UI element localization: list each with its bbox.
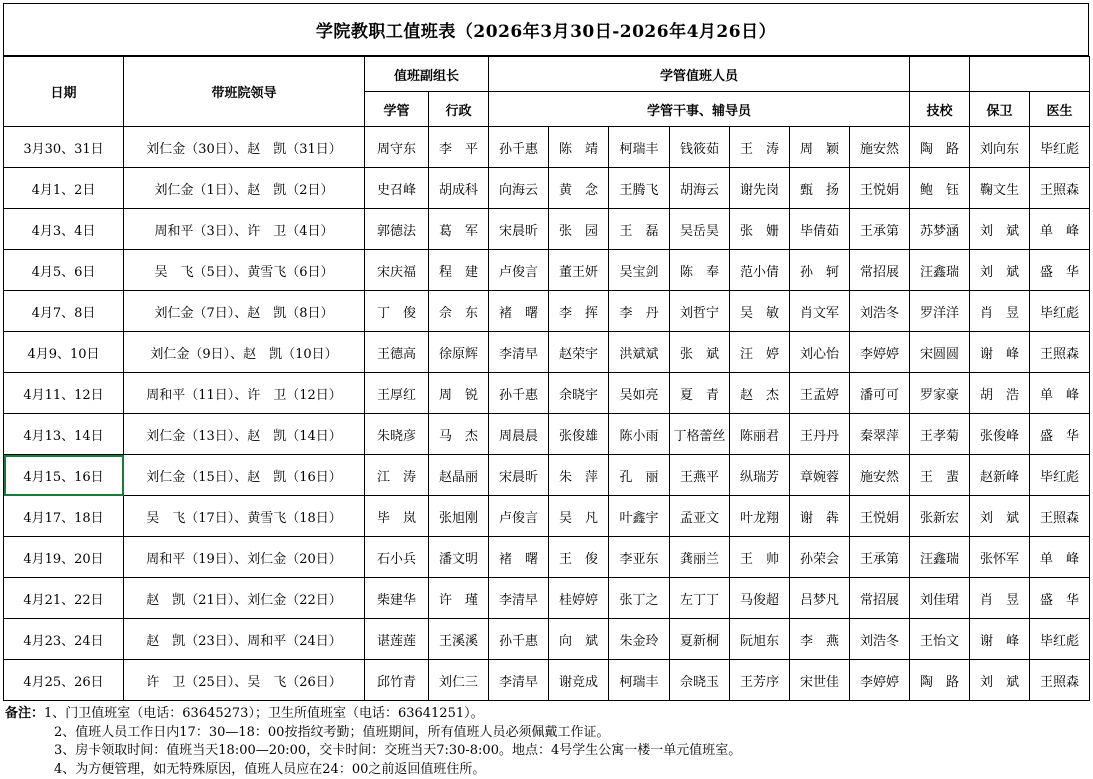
table-row bbox=[4, 250, 1090, 291]
staff-cell[interactable]: 胡海云 bbox=[670, 168, 730, 209]
staff-cell[interactable]: 孙千惠 bbox=[489, 619, 549, 660]
date-cell[interactable]: 4月21、22日 bbox=[4, 578, 124, 619]
xueguan-cell[interactable]: 周守东 bbox=[365, 127, 429, 168]
staff-cell[interactable]: 丁格蕾丝 bbox=[670, 414, 730, 455]
staff-cell[interactable]: 常招展 bbox=[850, 578, 910, 619]
xingzheng-cell[interactable]: 程 建 bbox=[429, 250, 489, 291]
xueguan-cell[interactable]: 王厚红 bbox=[365, 373, 429, 414]
staff-cell[interactable]: 马俊超 bbox=[730, 578, 790, 619]
security-cell[interactable]: 赵新峰 bbox=[970, 455, 1030, 496]
staff-cell[interactable]: 李 丹 bbox=[609, 291, 670, 332]
staff-cell[interactable]: 吴 凡 bbox=[549, 496, 609, 537]
skill-school-cell[interactable]: 王孝菊 bbox=[910, 414, 970, 455]
staff-cell[interactable]: 谢竞成 bbox=[549, 660, 609, 701]
security-cell[interactable]: 刘 斌 bbox=[970, 209, 1030, 250]
staff-cell[interactable]: 张丁之 bbox=[609, 578, 670, 619]
staff-cell[interactable]: 周 颖 bbox=[790, 127, 850, 168]
header-student-staff: 学管值班人员 bbox=[489, 57, 910, 92]
staff-cell[interactable]: 吴岳昊 bbox=[670, 209, 730, 250]
header-blank-2 bbox=[970, 57, 1090, 92]
date-cell[interactable]: 4月25、26日 bbox=[4, 660, 124, 701]
staff-cell[interactable]: 孔 丽 bbox=[609, 455, 670, 496]
doctor-cell[interactable]: 单 峰 bbox=[1030, 537, 1090, 578]
doctor-cell[interactable]: 毕红彪 bbox=[1030, 455, 1090, 496]
staff-cell[interactable]: 叶鑫宇 bbox=[609, 496, 670, 537]
security-cell[interactable]: 肖 昱 bbox=[970, 578, 1030, 619]
skill-school-cell[interactable]: 刘佳珺 bbox=[910, 578, 970, 619]
staff-cell[interactable]: 李婷婷 bbox=[850, 660, 910, 701]
header-counselors: 学管干事、辅导员 bbox=[489, 92, 910, 127]
staff-cell[interactable]: 陈丽君 bbox=[730, 414, 790, 455]
staff-cell[interactable]: 王丹丹 bbox=[790, 414, 850, 455]
staff-cell[interactable]: 王 俊 bbox=[549, 537, 609, 578]
doctor-cell[interactable]: 毕红彪 bbox=[1030, 127, 1090, 168]
note-line-1 bbox=[5, 705, 1085, 724]
staff-cell[interactable]: 刘哲宁 bbox=[670, 291, 730, 332]
staff-cell[interactable]: 吴 敏 bbox=[730, 291, 790, 332]
xueguan-cell[interactable]: 邱竹青 bbox=[365, 660, 429, 701]
table-row bbox=[4, 496, 1090, 537]
skill-school-cell[interactable]: 苏梦涵 bbox=[910, 209, 970, 250]
staff-cell[interactable]: 余晓宇 bbox=[549, 373, 609, 414]
staff-cell[interactable]: 褚 曙 bbox=[489, 291, 549, 332]
staff-cell[interactable]: 甄 扬 bbox=[790, 168, 850, 209]
staff-cell[interactable]: 谢先岗 bbox=[730, 168, 790, 209]
leader-cell[interactable]: 周和平（3日）、许 卫（4日） bbox=[124, 209, 365, 250]
staff-cell[interactable]: 柯瑞丰 bbox=[609, 127, 670, 168]
staff-cell[interactable]: 宋晨昕 bbox=[489, 209, 549, 250]
date-cell[interactable]: 4月9、10日 bbox=[4, 332, 124, 373]
staff-cell[interactable]: 王 涛 bbox=[730, 127, 790, 168]
security-cell[interactable]: 刘 斌 bbox=[970, 660, 1030, 701]
notes-label: 备注： bbox=[5, 706, 45, 721]
staff-cell[interactable]: 吴宝剑 bbox=[609, 250, 670, 291]
staff-cell[interactable]: 谢 犇 bbox=[790, 496, 850, 537]
staff-cell[interactable]: 肖文军 bbox=[790, 291, 850, 332]
security-cell[interactable]: 谢 峰 bbox=[970, 332, 1030, 373]
leader-cell[interactable]: 许 卫（25日）、吴 飞（26日） bbox=[124, 660, 365, 701]
xueguan-cell[interactable]: 史召峰 bbox=[365, 168, 429, 209]
xueguan-cell[interactable]: 宋庆福 bbox=[365, 250, 429, 291]
xingzheng-cell[interactable]: 周 锐 bbox=[429, 373, 489, 414]
xingzheng-cell[interactable]: 许 瑾 bbox=[429, 578, 489, 619]
date-cell[interactable]: 4月13、14日 bbox=[4, 414, 124, 455]
staff-cell[interactable]: 王孟婷 bbox=[790, 373, 850, 414]
staff-cell[interactable]: 佘晓玉 bbox=[670, 660, 730, 701]
table-row bbox=[4, 291, 1090, 332]
staff-cell[interactable]: 龚丽兰 bbox=[670, 537, 730, 578]
xueguan-cell[interactable]: 谌莲莲 bbox=[365, 619, 429, 660]
header-leader: 带班院领导 bbox=[124, 57, 365, 127]
staff-cell[interactable]: 陈小雨 bbox=[609, 414, 670, 455]
staff-cell[interactable]: 向海云 bbox=[489, 168, 549, 209]
xueguan-cell[interactable]: 石小兵 bbox=[365, 537, 429, 578]
sheet-title: 学院教职工值班表（2026年3月30日-2026年4月26日） bbox=[3, 3, 1089, 56]
staff-cell[interactable]: 孙千惠 bbox=[489, 373, 549, 414]
table-row bbox=[4, 414, 1090, 455]
staff-cell[interactable]: 褚 曙 bbox=[489, 537, 549, 578]
note-2: 2、值班人员工作日内17：30—18：00按指纹考勤；值班期间，所有值班人员必须佩戴工作证。 bbox=[54, 724, 610, 740]
staff-cell[interactable]: 潘可可 bbox=[850, 373, 910, 414]
staff-cell[interactable]: 秦翠萍 bbox=[850, 414, 910, 455]
doctor-cell[interactable]: 毕红彪 bbox=[1030, 291, 1090, 332]
staff-cell[interactable]: 柯瑞丰 bbox=[609, 660, 670, 701]
leader-cell[interactable]: 刘仁金（30日）、赵 凯（31日） bbox=[124, 127, 365, 168]
security-cell[interactable]: 肖 昱 bbox=[970, 291, 1030, 332]
staff-cell[interactable]: 卢俊言 bbox=[489, 250, 549, 291]
staff-cell[interactable]: 卢俊言 bbox=[489, 496, 549, 537]
header-security: 保卫 bbox=[970, 92, 1030, 127]
staff-cell[interactable]: 孟亚文 bbox=[670, 496, 730, 537]
staff-cell[interactable]: 吴如亮 bbox=[609, 373, 670, 414]
xueguan-cell[interactable]: 毕 岚 bbox=[365, 496, 429, 537]
staff-cell[interactable]: 王悦娟 bbox=[850, 496, 910, 537]
date-cell[interactable]: 4月19、20日 bbox=[4, 537, 124, 578]
xueguan-cell[interactable]: 柴建华 bbox=[365, 578, 429, 619]
xueguan-cell[interactable]: 郭德法 bbox=[365, 209, 429, 250]
date-cell[interactable]: 4月1、2日 bbox=[4, 168, 124, 209]
staff-cell[interactable]: 王燕平 bbox=[670, 455, 730, 496]
date-cell[interactable]: 3月30、31日 bbox=[4, 127, 124, 168]
staff-cell[interactable]: 王 磊 bbox=[609, 209, 670, 250]
staff-cell[interactable]: 周晨晨 bbox=[489, 414, 549, 455]
staff-cell[interactable]: 常招展 bbox=[850, 250, 910, 291]
staff-cell[interactable]: 孙荣会 bbox=[790, 537, 850, 578]
staff-cell[interactable]: 王 帅 bbox=[730, 537, 790, 578]
security-cell[interactable]: 刘向东 bbox=[970, 127, 1030, 168]
staff-cell[interactable]: 吕梦凡 bbox=[790, 578, 850, 619]
table-row bbox=[4, 332, 1090, 373]
staff-cell[interactable]: 汪 婷 bbox=[730, 332, 790, 373]
header-xueguan: 学管 bbox=[365, 92, 429, 127]
staff-cell[interactable]: 王芳序 bbox=[730, 660, 790, 701]
staff-cell[interactable]: 桂婷婷 bbox=[549, 578, 609, 619]
doctor-cell[interactable]: 王照森 bbox=[1030, 660, 1090, 701]
staff-cell[interactable]: 李亚东 bbox=[609, 537, 670, 578]
staff-cell[interactable]: 夏 青 bbox=[670, 373, 730, 414]
staff-cell[interactable]: 夏新桐 bbox=[670, 619, 730, 660]
staff-cell[interactable]: 洪斌斌 bbox=[609, 332, 670, 373]
staff-cell[interactable]: 施安然 bbox=[850, 455, 910, 496]
date-cell[interactable]: 4月5、6日 bbox=[4, 250, 124, 291]
staff-cell[interactable]: 纵瑞芳 bbox=[730, 455, 790, 496]
skill-school-cell[interactable]: 宋圆圆 bbox=[910, 332, 970, 373]
leader-cell[interactable]: 刘仁金（9日）、赵 凯（10日） bbox=[124, 332, 365, 373]
staff-cell[interactable]: 宋世佳 bbox=[790, 660, 850, 701]
security-cell[interactable]: 鞠文生 bbox=[970, 168, 1030, 209]
staff-cell[interactable]: 王悦娟 bbox=[850, 168, 910, 209]
xueguan-cell[interactable]: 朱晓彦 bbox=[365, 414, 429, 455]
staff-cell[interactable]: 陈 靖 bbox=[549, 127, 609, 168]
skill-school-cell[interactable]: 汪鑫瑞 bbox=[910, 250, 970, 291]
xueguan-cell[interactable]: 王德高 bbox=[365, 332, 429, 373]
security-cell[interactable]: 谢 峰 bbox=[970, 619, 1030, 660]
staff-cell[interactable]: 李 挥 bbox=[549, 291, 609, 332]
xingzheng-cell[interactable]: 赵晶丽 bbox=[429, 455, 489, 496]
staff-cell[interactable]: 刘心怡 bbox=[790, 332, 850, 373]
staff-cell[interactable]: 张 斌 bbox=[670, 332, 730, 373]
date-cell[interactable]: 4月17、18日 bbox=[4, 496, 124, 537]
xingzheng-cell[interactable]: 李 平 bbox=[429, 127, 489, 168]
staff-cell[interactable]: 左丁丁 bbox=[670, 578, 730, 619]
duty-table bbox=[3, 56, 1090, 701]
note-3: 3、房卡领取时间：值班当天18:00—20:00，交卡时间：交班当天7:30-8:00。地点：4号学生公寓一楼一单元值班室。 bbox=[54, 743, 742, 758]
doctor-cell[interactable]: 王照森 bbox=[1030, 168, 1090, 209]
staff-cell[interactable]: 赵 杰 bbox=[730, 373, 790, 414]
xingzheng-cell[interactable]: 胡成科 bbox=[429, 168, 489, 209]
doctor-cell[interactable]: 单 峰 bbox=[1030, 209, 1090, 250]
skill-school-cell[interactable]: 张新宏 bbox=[910, 496, 970, 537]
date-cell[interactable]: 4月11、12日 bbox=[4, 373, 124, 414]
table-row bbox=[4, 578, 1090, 619]
staff-cell[interactable]: 孙 轲 bbox=[790, 250, 850, 291]
table-row bbox=[4, 455, 1090, 496]
notes-section bbox=[5, 705, 1085, 779]
security-cell[interactable]: 张怀军 bbox=[970, 537, 1030, 578]
staff-cell[interactable]: 王承第 bbox=[850, 537, 910, 578]
table-row bbox=[4, 619, 1090, 660]
header-doctor: 医生 bbox=[1030, 92, 1090, 127]
staff-cell[interactable]: 赵荣宇 bbox=[549, 332, 609, 373]
staff-cell[interactable]: 宋晨昕 bbox=[489, 455, 549, 496]
leader-cell[interactable]: 吴 飞（5日）、黄雪飞（6日） bbox=[124, 250, 365, 291]
date-cell[interactable]: 4月15、16日 bbox=[4, 455, 124, 496]
table-row bbox=[4, 660, 1090, 701]
xueguan-cell[interactable]: 丁 俊 bbox=[365, 291, 429, 332]
staff-cell[interactable]: 钱筱茹 bbox=[670, 127, 730, 168]
staff-cell[interactable]: 李 燕 bbox=[790, 619, 850, 660]
staff-cell[interactable]: 章婉蓉 bbox=[790, 455, 850, 496]
staff-cell[interactable]: 阮旭东 bbox=[730, 619, 790, 660]
staff-cell[interactable]: 朱 萍 bbox=[549, 455, 609, 496]
staff-cell[interactable]: 范小倩 bbox=[730, 250, 790, 291]
staff-cell[interactable]: 孙千惠 bbox=[489, 127, 549, 168]
skill-school-cell[interactable]: 汪鑫瑞 bbox=[910, 537, 970, 578]
leader-cell[interactable]: 周和平（11日）、许 卫（12日） bbox=[124, 373, 365, 414]
skill-school-cell[interactable]: 王 蜚 bbox=[910, 455, 970, 496]
header-date: 日期 bbox=[4, 57, 124, 127]
staff-cell[interactable]: 刘浩冬 bbox=[850, 619, 910, 660]
xingzheng-cell[interactable]: 潘文明 bbox=[429, 537, 489, 578]
staff-cell[interactable]: 毕倩茹 bbox=[790, 209, 850, 250]
leader-cell[interactable]: 刘仁金（7日）、赵 凯（8日） bbox=[124, 291, 365, 332]
doctor-cell[interactable]: 盛 华 bbox=[1030, 578, 1090, 619]
leader-cell[interactable]: 吴 飞（17日）、黄雪飞（18日） bbox=[124, 496, 365, 537]
header-xingzheng: 行政 bbox=[429, 92, 489, 127]
header-vice-group: 值班副组长 bbox=[365, 57, 489, 92]
xingzheng-cell[interactable]: 王溪溪 bbox=[429, 619, 489, 660]
staff-cell[interactable]: 董王妍 bbox=[549, 250, 609, 291]
staff-cell[interactable]: 李清早 bbox=[489, 332, 549, 373]
date-cell[interactable]: 4月3、4日 bbox=[4, 209, 124, 250]
security-cell[interactable]: 刘 斌 bbox=[970, 496, 1030, 537]
roster-body bbox=[4, 127, 1090, 701]
doctor-cell[interactable]: 王照森 bbox=[1030, 332, 1090, 373]
xingzheng-cell[interactable]: 徐原辉 bbox=[429, 332, 489, 373]
skill-school-cell[interactable]: 王怡文 bbox=[910, 619, 970, 660]
staff-cell[interactable]: 陈 奉 bbox=[670, 250, 730, 291]
security-cell[interactable]: 胡 浩 bbox=[970, 373, 1030, 414]
staff-cell[interactable]: 施安然 bbox=[850, 127, 910, 168]
table-row bbox=[4, 168, 1090, 209]
xingzheng-cell[interactable]: 张旭刚 bbox=[429, 496, 489, 537]
note-4: 4、为方便管理，如无特殊原因，值班人员应在24：00之前返回值班住所。 bbox=[54, 761, 486, 777]
leader-cell[interactable]: 刘仁金（1日）、赵 凯（2日） bbox=[124, 168, 365, 209]
skill-school-cell[interactable]: 罗洋洋 bbox=[910, 291, 970, 332]
skill-school-cell[interactable]: 陶 路 bbox=[910, 127, 970, 168]
table-row bbox=[4, 127, 1090, 168]
doctor-cell[interactable]: 单 峰 bbox=[1030, 373, 1090, 414]
staff-cell[interactable]: 李婷婷 bbox=[850, 332, 910, 373]
leader-cell[interactable]: 刘仁金（15日）、赵 凯（16日） bbox=[124, 455, 365, 496]
table-row bbox=[4, 373, 1090, 414]
staff-cell[interactable]: 王承第 bbox=[850, 209, 910, 250]
security-cell[interactable]: 刘 斌 bbox=[970, 250, 1030, 291]
staff-cell[interactable]: 张俊雄 bbox=[549, 414, 609, 455]
header-blank-1 bbox=[910, 57, 970, 92]
header-skill-school: 技校 bbox=[910, 92, 970, 127]
doctor-cell[interactable]: 毕红彪 bbox=[1030, 619, 1090, 660]
staff-cell[interactable]: 王腾飞 bbox=[609, 168, 670, 209]
staff-cell[interactable]: 张 姗 bbox=[730, 209, 790, 250]
xingzheng-cell[interactable]: 刘仁三 bbox=[429, 660, 489, 701]
staff-cell[interactable]: 刘浩冬 bbox=[850, 291, 910, 332]
staff-cell[interactable]: 张 园 bbox=[549, 209, 609, 250]
staff-cell[interactable]: 李清早 bbox=[489, 660, 549, 701]
skill-school-cell[interactable]: 鲍 钰 bbox=[910, 168, 970, 209]
staff-cell[interactable]: 朱金玲 bbox=[609, 619, 670, 660]
xueguan-cell[interactable]: 江 涛 bbox=[365, 455, 429, 496]
doctor-cell[interactable]: 盛 华 bbox=[1030, 250, 1090, 291]
duty-roster-sheet bbox=[3, 3, 1089, 775]
doctor-cell[interactable]: 王照森 bbox=[1030, 496, 1090, 537]
xingzheng-cell[interactable]: 马 杰 bbox=[429, 414, 489, 455]
date-cell[interactable]: 4月23、24日 bbox=[4, 619, 124, 660]
leader-cell[interactable]: 周和平（19日）、刘仁金（20日） bbox=[124, 537, 365, 578]
staff-cell[interactable]: 黄 念 bbox=[549, 168, 609, 209]
leader-cell[interactable]: 刘仁金（13日）、赵 凯（14日） bbox=[124, 414, 365, 455]
xingzheng-cell[interactable]: 葛 军 bbox=[429, 209, 489, 250]
xingzheng-cell[interactable]: 佘 东 bbox=[429, 291, 489, 332]
leader-cell[interactable]: 赵 凯（21日）、刘仁金（22日） bbox=[124, 578, 365, 619]
note-1: 1、门卫值班室（电话：63645273）；卫生所值班室（电话：63641251）。 bbox=[44, 706, 484, 721]
staff-cell[interactable]: 向 斌 bbox=[549, 619, 609, 660]
table-row bbox=[4, 209, 1090, 250]
security-cell[interactable]: 张俊峰 bbox=[970, 414, 1030, 455]
staff-cell[interactable]: 叶龙翔 bbox=[730, 496, 790, 537]
leader-cell[interactable]: 赵 凯（23日）、周和平（24日） bbox=[124, 619, 365, 660]
skill-school-cell[interactable]: 罗家豪 bbox=[910, 373, 970, 414]
skill-school-cell[interactable]: 陶 路 bbox=[910, 660, 970, 701]
staff-cell[interactable]: 李清早 bbox=[489, 578, 549, 619]
date-cell[interactable]: 4月7、8日 bbox=[4, 291, 124, 332]
table-row bbox=[4, 537, 1090, 578]
doctor-cell[interactable]: 盛 华 bbox=[1030, 414, 1090, 455]
